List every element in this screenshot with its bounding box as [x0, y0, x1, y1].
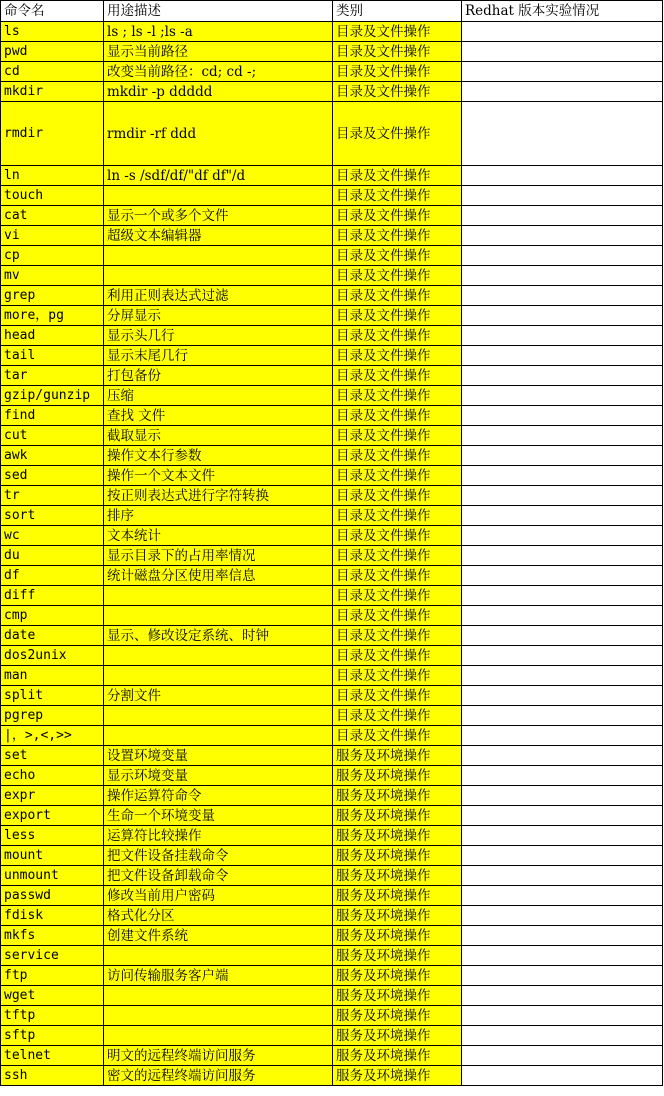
command-cell[interactable]: ftp: [1, 966, 104, 986]
category-cell[interactable]: 服务及环境操作: [333, 946, 462, 966]
command-cell[interactable]: expr: [1, 786, 104, 806]
command-cell[interactable]: pwd: [1, 42, 104, 62]
category-cell[interactable]: 目录及文件操作: [333, 446, 462, 466]
description-cell[interactable]: 明文的远程终端访问服务: [104, 1046, 333, 1066]
redhat-result-cell[interactable]: [462, 846, 663, 866]
command-cell[interactable]: wc: [1, 526, 104, 546]
category-cell[interactable]: 目录及文件操作: [333, 506, 462, 526]
command-cell[interactable]: unmount: [1, 866, 104, 886]
description-cell[interactable]: 访问传输服务客户端: [104, 966, 333, 986]
table-row: [1, 946, 663, 966]
table-row: [1, 1006, 663, 1026]
command-cell[interactable]: cp: [1, 246, 104, 266]
redhat-result-cell[interactable]: [462, 226, 663, 246]
command-cell[interactable]: sftp: [1, 1026, 104, 1046]
redhat-result-cell[interactable]: [462, 186, 663, 206]
command-cell[interactable]: service: [1, 946, 104, 966]
description-cell[interactable]: 显示、修改设定系统、时钟: [104, 626, 333, 646]
table-row: [1, 1066, 663, 1086]
description-cell[interactable]: 打包备份: [104, 366, 333, 386]
description-cell[interactable]: 排序: [104, 506, 333, 526]
category-cell[interactable]: 目录及文件操作: [333, 626, 462, 646]
description-cell[interactable]: 截取显示: [104, 426, 333, 446]
table-row: [1, 846, 663, 866]
description-cell[interactable]: 压缩: [104, 386, 333, 406]
command-cell[interactable]: more，pg: [1, 306, 104, 326]
category-cell[interactable]: 目录及文件操作: [333, 686, 462, 706]
description-cell[interactable]: 查找 文件: [104, 406, 333, 426]
redhat-result-cell[interactable]: [462, 306, 663, 326]
category-cell[interactable]: 目录及文件操作: [333, 266, 462, 286]
category-cell[interactable]: 服务及环境操作: [333, 766, 462, 786]
description-cell[interactable]: 显示环境变量: [104, 766, 333, 786]
description-cell[interactable]: [104, 246, 333, 266]
redhat-result-cell[interactable]: [462, 446, 663, 466]
category-cell[interactable]: 目录及文件操作: [333, 346, 462, 366]
category-cell[interactable]: 目录及文件操作: [333, 706, 462, 726]
redhat-result-cell[interactable]: [462, 286, 663, 306]
table-row: [1, 626, 663, 646]
category-cell[interactable]: 目录及文件操作: [333, 566, 462, 586]
command-cell[interactable]: wget: [1, 986, 104, 1006]
description-cell[interactable]: [104, 1026, 333, 1046]
table-row: [1, 62, 663, 82]
description-cell[interactable]: [104, 1006, 333, 1026]
redhat-result-cell[interactable]: [462, 546, 663, 566]
category-cell[interactable]: 目录及文件操作: [333, 186, 462, 206]
redhat-result-cell[interactable]: [462, 246, 663, 266]
redhat-result-cell[interactable]: [462, 506, 663, 526]
category-cell[interactable]: 目录及文件操作: [333, 206, 462, 226]
command-cell[interactable]: sed: [1, 466, 104, 486]
table-row: [1, 826, 663, 846]
command-cell[interactable]: gzip/gunzip: [1, 386, 104, 406]
command-cell[interactable]: tftp: [1, 1006, 104, 1026]
command-cell[interactable]: |，>,<,>>: [1, 726, 104, 746]
redhat-result-cell[interactable]: [462, 886, 663, 906]
category-cell[interactable]: 服务及环境操作: [333, 746, 462, 766]
table-row: [1, 866, 663, 886]
table-row: [1, 326, 663, 346]
description-cell[interactable]: 设置环境变量: [104, 746, 333, 766]
table-row: [1, 706, 663, 726]
command-cell[interactable]: set: [1, 746, 104, 766]
command-cell[interactable]: find: [1, 406, 104, 426]
redhat-result-cell[interactable]: [462, 746, 663, 766]
description-cell[interactable]: 分屏显示: [104, 306, 333, 326]
command-cell[interactable]: tar: [1, 366, 104, 386]
table-row: [1, 22, 663, 42]
description-cell[interactable]: [104, 706, 333, 726]
description-cell[interactable]: 改变当前路径：cd; cd -;: [104, 62, 333, 82]
description-cell[interactable]: 创建文件系统: [104, 926, 333, 946]
command-cell[interactable]: head: [1, 326, 104, 346]
table-row: [1, 366, 663, 386]
category-cell[interactable]: 目录及文件操作: [333, 366, 462, 386]
command-cell[interactable]: echo: [1, 766, 104, 786]
category-cell[interactable]: 服务及环境操作: [333, 986, 462, 1006]
redhat-result-cell[interactable]: [462, 986, 663, 1006]
table-row: [1, 786, 663, 806]
command-cell[interactable]: vi: [1, 226, 104, 246]
table-row: [1, 1046, 663, 1066]
redhat-result-cell[interactable]: [462, 326, 663, 346]
category-cell[interactable]: 目录及文件操作: [333, 246, 462, 266]
table-row: [1, 206, 663, 226]
command-cell[interactable]: mkdir: [1, 82, 104, 102]
table-row: [1, 926, 663, 946]
redhat-result-cell[interactable]: [462, 906, 663, 926]
description-cell[interactable]: 分割文件: [104, 686, 333, 706]
command-cell[interactable]: export: [1, 806, 104, 826]
table-row: [1, 306, 663, 326]
description-cell[interactable]: 把文件设备挂载命令: [104, 846, 333, 866]
table-row: [1, 726, 663, 746]
redhat-result-cell[interactable]: [462, 366, 663, 386]
redhat-result-cell[interactable]: [462, 606, 663, 626]
category-cell[interactable]: 服务及环境操作: [333, 1046, 462, 1066]
category-cell[interactable]: 目录及文件操作: [333, 102, 462, 166]
redhat-result-cell[interactable]: [462, 42, 663, 62]
redhat-result-cell[interactable]: [462, 166, 663, 186]
table-row: [1, 42, 663, 62]
category-cell[interactable]: 目录及文件操作: [333, 386, 462, 406]
category-cell[interactable]: 目录及文件操作: [333, 286, 462, 306]
command-cell[interactable]: cmp: [1, 606, 104, 626]
category-cell[interactable]: 服务及环境操作: [333, 1006, 462, 1026]
category-cell[interactable]: 目录及文件操作: [333, 586, 462, 606]
category-cell[interactable]: 服务及环境操作: [333, 1066, 462, 1086]
description-cell[interactable]: [104, 726, 333, 746]
description-cell[interactable]: [104, 666, 333, 686]
category-cell[interactable]: 服务及环境操作: [333, 866, 462, 886]
redhat-result-cell[interactable]: [462, 1066, 663, 1086]
table-row: [1, 766, 663, 786]
category-cell[interactable]: 目录及文件操作: [333, 82, 462, 102]
description-cell[interactable]: [104, 186, 333, 206]
command-cell[interactable]: tr: [1, 486, 104, 506]
header-redhat-result[interactable]: Redhat 版本实验情况: [462, 1, 663, 22]
header-description[interactable]: 用途描述: [104, 1, 333, 22]
command-cell[interactable]: pgrep: [1, 706, 104, 726]
description-cell[interactable]: [104, 986, 333, 1006]
category-cell[interactable]: 服务及环境操作: [333, 886, 462, 906]
table-row: [1, 1026, 663, 1046]
table-row: [1, 466, 663, 486]
category-cell[interactable]: 服务及环境操作: [333, 1026, 462, 1046]
description-cell[interactable]: [104, 606, 333, 626]
redhat-result-cell[interactable]: [462, 406, 663, 426]
redhat-result-cell[interactable]: [462, 386, 663, 406]
description-cell[interactable]: mkdir -p ddddd: [104, 82, 333, 102]
description-cell[interactable]: 显示当前路径: [104, 42, 333, 62]
description-cell[interactable]: 显示一个或多个文件: [104, 206, 333, 226]
command-cell[interactable]: ssh: [1, 1066, 104, 1086]
table-row: [1, 486, 663, 506]
command-cell[interactable]: man: [1, 666, 104, 686]
command-cell[interactable]: cat: [1, 206, 104, 226]
command-cell[interactable]: rmdir: [1, 102, 104, 166]
table-row: [1, 586, 663, 606]
redhat-result-cell[interactable]: [462, 566, 663, 586]
table-row: [1, 906, 663, 926]
category-cell[interactable]: 目录及文件操作: [333, 526, 462, 546]
table-row: [1, 286, 663, 306]
description-cell[interactable]: ls ; ls -l ;ls -a: [104, 22, 333, 42]
category-cell[interactable]: 服务及环境操作: [333, 806, 462, 826]
category-cell[interactable]: 服务及环境操作: [333, 966, 462, 986]
category-cell[interactable]: 服务及环境操作: [333, 926, 462, 946]
category-cell[interactable]: 目录及文件操作: [333, 62, 462, 82]
table-row: [1, 606, 663, 626]
category-cell[interactable]: 目录及文件操作: [333, 426, 462, 446]
table-body: [1, 22, 663, 1086]
category-cell[interactable]: 目录及文件操作: [333, 606, 462, 626]
command-cell[interactable]: awk: [1, 446, 104, 466]
description-cell[interactable]: 统计磁盘分区使用率信息: [104, 566, 333, 586]
description-cell[interactable]: rmdir -rf ddd: [104, 102, 333, 166]
description-cell[interactable]: [104, 266, 333, 286]
description-cell[interactable]: 利用正则表达式过滤: [104, 286, 333, 306]
header-command[interactable]: 命令名: [1, 1, 104, 22]
table-row: [1, 346, 663, 366]
redhat-result-cell[interactable]: [462, 206, 663, 226]
redhat-result-cell[interactable]: [462, 626, 663, 646]
category-cell[interactable]: 目录及文件操作: [333, 306, 462, 326]
command-cell[interactable]: ls: [1, 22, 104, 42]
command-cell[interactable]: fdisk: [1, 906, 104, 926]
category-cell[interactable]: 目录及文件操作: [333, 226, 462, 246]
table-row: [1, 966, 663, 986]
table-row: [1, 986, 663, 1006]
table-row: [1, 746, 663, 766]
redhat-result-cell[interactable]: [462, 1006, 663, 1026]
category-cell[interactable]: 目录及文件操作: [333, 166, 462, 186]
category-cell[interactable]: 服务及环境操作: [333, 826, 462, 846]
redhat-result-cell[interactable]: [462, 786, 663, 806]
description-cell[interactable]: 把文件设备卸载命令: [104, 866, 333, 886]
redhat-result-cell[interactable]: [462, 646, 663, 666]
table-row: [1, 806, 663, 826]
redhat-result-cell[interactable]: [462, 486, 663, 506]
description-cell[interactable]: [104, 946, 333, 966]
redhat-result-cell[interactable]: [462, 826, 663, 846]
redhat-result-cell[interactable]: [462, 706, 663, 726]
command-cell[interactable]: touch: [1, 186, 104, 206]
command-cell[interactable]: mv: [1, 266, 104, 286]
category-cell[interactable]: 目录及文件操作: [333, 546, 462, 566]
command-cell[interactable]: dos2unix: [1, 646, 104, 666]
redhat-result-cell[interactable]: [462, 686, 663, 706]
description-cell[interactable]: [104, 586, 333, 606]
table-row: [1, 166, 663, 186]
description-cell[interactable]: 操作文本行参数: [104, 446, 333, 466]
redhat-result-cell[interactable]: [462, 466, 663, 486]
header-row: [1, 1, 663, 22]
table-row: [1, 426, 663, 446]
category-cell[interactable]: 目录及文件操作: [333, 666, 462, 686]
category-cell[interactable]: 目录及文件操作: [333, 406, 462, 426]
redhat-result-cell[interactable]: [462, 926, 663, 946]
description-cell[interactable]: 格式化分区: [104, 906, 333, 926]
table-row: [1, 686, 663, 706]
category-cell[interactable]: 服务及环境操作: [333, 906, 462, 926]
category-cell[interactable]: 目录及文件操作: [333, 726, 462, 746]
redhat-result-cell[interactable]: [462, 726, 663, 746]
table-row: [1, 186, 663, 206]
redhat-result-cell[interactable]: [462, 1046, 663, 1066]
description-cell[interactable]: [104, 646, 333, 666]
category-cell[interactable]: 目录及文件操作: [333, 646, 462, 666]
command-cell[interactable]: df: [1, 566, 104, 586]
redhat-result-cell[interactable]: [462, 1026, 663, 1046]
redhat-result-cell[interactable]: [462, 666, 663, 686]
command-cell[interactable]: mkfs: [1, 926, 104, 946]
redhat-result-cell[interactable]: [462, 946, 663, 966]
description-cell[interactable]: 文本统计: [104, 526, 333, 546]
description-cell[interactable]: 超级文本编辑器: [104, 226, 333, 246]
redhat-result-cell[interactable]: [462, 586, 663, 606]
command-cell[interactable]: du: [1, 546, 104, 566]
command-cell[interactable]: passwd: [1, 886, 104, 906]
table-row: [1, 82, 663, 102]
command-cell[interactable]: mount: [1, 846, 104, 866]
command-cell[interactable]: grep: [1, 286, 104, 306]
command-cell[interactable]: ln: [1, 166, 104, 186]
redhat-result-cell[interactable]: [462, 866, 663, 886]
category-cell[interactable]: 目录及文件操作: [333, 42, 462, 62]
table-row: [1, 102, 663, 166]
command-cell[interactable]: cut: [1, 426, 104, 446]
table-row: [1, 446, 663, 466]
command-cell[interactable]: less: [1, 826, 104, 846]
redhat-result-cell[interactable]: [462, 22, 663, 42]
category-cell[interactable]: 目录及文件操作: [333, 466, 462, 486]
category-cell[interactable]: 服务及环境操作: [333, 786, 462, 806]
redhat-result-cell[interactable]: [462, 966, 663, 986]
table-row: [1, 506, 663, 526]
header-category[interactable]: 类别: [333, 1, 462, 22]
command-cell[interactable]: sort: [1, 506, 104, 526]
command-cell[interactable]: diff: [1, 586, 104, 606]
command-cell[interactable]: date: [1, 626, 104, 646]
redhat-result-cell[interactable]: [462, 806, 663, 826]
table-row: [1, 526, 663, 546]
description-cell[interactable]: 显示头几行: [104, 326, 333, 346]
redhat-result-cell[interactable]: [462, 346, 663, 366]
redhat-result-cell[interactable]: [462, 426, 663, 446]
table-row: [1, 546, 663, 566]
category-cell[interactable]: 目录及文件操作: [333, 22, 462, 42]
table-row: [1, 386, 663, 406]
table-row: [1, 566, 663, 586]
command-cell[interactable]: tail: [1, 346, 104, 366]
table-row: [1, 266, 663, 286]
redhat-result-cell[interactable]: [462, 526, 663, 546]
redhat-result-cell[interactable]: [462, 62, 663, 82]
command-cell[interactable]: split: [1, 686, 104, 706]
redhat-result-cell[interactable]: [462, 102, 663, 166]
table-row: [1, 406, 663, 426]
redhat-result-cell[interactable]: [462, 266, 663, 286]
description-cell[interactable]: 显示末尾几行: [104, 346, 333, 366]
command-cell[interactable]: cd: [1, 62, 104, 82]
redhat-result-cell[interactable]: [462, 82, 663, 102]
description-cell[interactable]: 操作运算符命令: [104, 786, 333, 806]
category-cell[interactable]: 目录及文件操作: [333, 326, 462, 346]
table-row: [1, 226, 663, 246]
command-cell[interactable]: telnet: [1, 1046, 104, 1066]
description-cell[interactable]: 按正则表达式进行字符转换: [104, 486, 333, 506]
description-cell[interactable]: 显示目录下的占用率情况: [104, 546, 333, 566]
table-row: [1, 246, 663, 266]
category-cell[interactable]: 目录及文件操作: [333, 486, 462, 506]
description-cell[interactable]: ln -s /sdf/df/"df df"/d: [104, 166, 333, 186]
description-cell[interactable]: 运算符比较操作: [104, 826, 333, 846]
category-cell[interactable]: 服务及环境操作: [333, 846, 462, 866]
table-row: [1, 646, 663, 666]
table-row: [1, 666, 663, 686]
redhat-result-cell[interactable]: [462, 766, 663, 786]
description-cell[interactable]: 密文的远程终端访问服务: [104, 1066, 333, 1086]
description-cell[interactable]: 操作一个文本文件: [104, 466, 333, 486]
description-cell[interactable]: 修改当前用户密码: [104, 886, 333, 906]
description-cell[interactable]: 生命一个环境变量: [104, 806, 333, 826]
table-row: [1, 886, 663, 906]
